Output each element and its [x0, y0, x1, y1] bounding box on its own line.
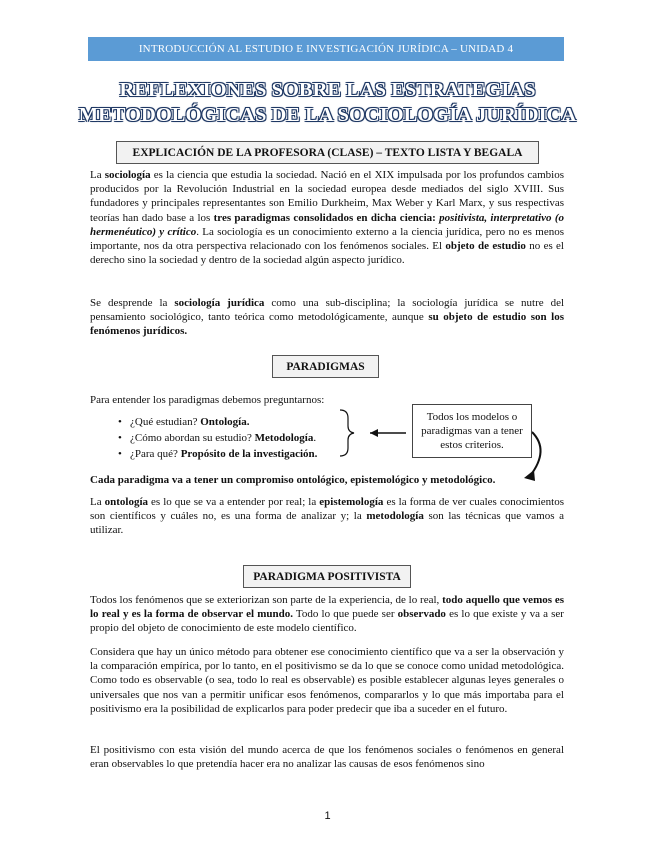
section-heading-text: PARADIGMA POSITIVISTA	[253, 570, 401, 583]
document-header-bar	[88, 37, 564, 61]
header-text: INTRODUCCIÓN AL ESTUDIO E INVESTIGACIÓN JURÍDICA – UNIDAD 4	[138, 43, 514, 55]
paragraph-definiciones: La ontología es lo que se va a entender por real; la epistemología es la forma de ver cuales conocimientos son científicos y cuáles no, es una forma de analizar y; la metodología son las técnicas que vamos a utilizar.	[90, 496, 565, 537]
paragraph-intro-paradigmas: Para entender los paradigmas debemos preguntarnos:	[90, 394, 325, 406]
paragraph-sociologia: La sociología es la ciencia que estudia la sociedad. Nació en el XIX impulsada por los profundos cambios producidos por la Revolución Industrial en la sociedad europea desde mediados del siglo XVIII. Sus fundadores y principales representantes son Emilio Durkheim, Max Weber y Karl Marx, y sus respectivas teorías han dado base a los tres paradigmas consolidados en dicha ciencia: positivista, interpretativo (o hermenéutico) y crítico. La sociología es un conocimiento externo a la ciencia jurídica, pero no es menos importante, nos da otra perspectiva relacionado con los fenómenos sociales. El objeto de estudio no es el derecho sino la sociedad y dentro de la sociedad algún aspecto jurídico.	[90, 169, 564, 267]
section-heading-positivista	[243, 565, 411, 588]
list-item: • ¿Cómo abordan su estudio? Metodología.	[118, 430, 317, 446]
paragraph-fenomenos: Todos los fenómenos que se exteriorizan son parte de la experiencia, de lo real, todo aquello que vemos es lo real y es la forma de observar el mundo. Todo lo que puede ser observado es lo que existe y va a ser propio del objeto de conocimiento de este modelo científico.	[90, 594, 564, 635]
questions-list	[118, 414, 317, 462]
section-heading-text: PARADIGMAS	[286, 360, 365, 373]
section-heading-paradigmas	[272, 355, 379, 378]
list-item: • ¿Qué estudian? Ontología.	[118, 414, 317, 430]
section-heading-explicacion	[116, 141, 539, 164]
paragraph-metodo: Considera que hay un único método para obtener ese conocimiento científico que va a ser la observación y la comparación empírica, por lo tanto, en el positivismo se da lo que se conoce como unidad metodológica. Como todo es observable (o sea, todo lo real es observable) es posible establecer algunas leyes generales o universales que nos van a permitir unificar esos fenómenos, compararlos y lo que más importaba para el positivismo era la posibilidad de explicarlos para poder predecir que iba a suceder en el futuro.	[90, 646, 564, 715]
paragraph-sociologia-juridica: Se desprende la sociología jurídica como una sub-disciplina; la sociología jurídica se nutre del pensamiento sociológico, tanto teórica como metodológicamente, aunque su objeto de estudio son los fenómenos jurídicos.	[90, 297, 565, 338]
curly-brace-icon	[340, 410, 354, 456]
side-note-text: Todos los modelos o paradigmas van a tener estos criterios.	[421, 411, 523, 451]
list-item: • ¿Para qué? Propósito de la investigación.	[118, 446, 317, 462]
section-heading-text: EXPLICACIÓN DE LA PROFESORA (CLASE) – TEXTO LISTA Y BEGALA	[132, 146, 523, 159]
title-line-1: REFLEXIONES SOBRE LAS ESTRATEGIAS	[119, 79, 536, 101]
page-title	[60, 78, 595, 128]
paragraph-positivismo: El positivismo con esta visión del mundo acerca de que los fenómenos sociales o fenómenos en general eran observables lo que pretendía hacer era no analizar las causas de esos fenómenos sino	[90, 744, 564, 771]
title-line-2: METODOLÓGICAS DE LA SOCIOLOGÍA JURÍDICA	[78, 104, 577, 126]
left-arrow-icon	[370, 429, 406, 437]
page-number: 1	[324, 810, 331, 822]
side-note-box	[412, 404, 532, 458]
paragraph-commitment: Cada paradigma va a tener un compromiso ontológico, epistemológico y metodológico.	[90, 474, 496, 486]
